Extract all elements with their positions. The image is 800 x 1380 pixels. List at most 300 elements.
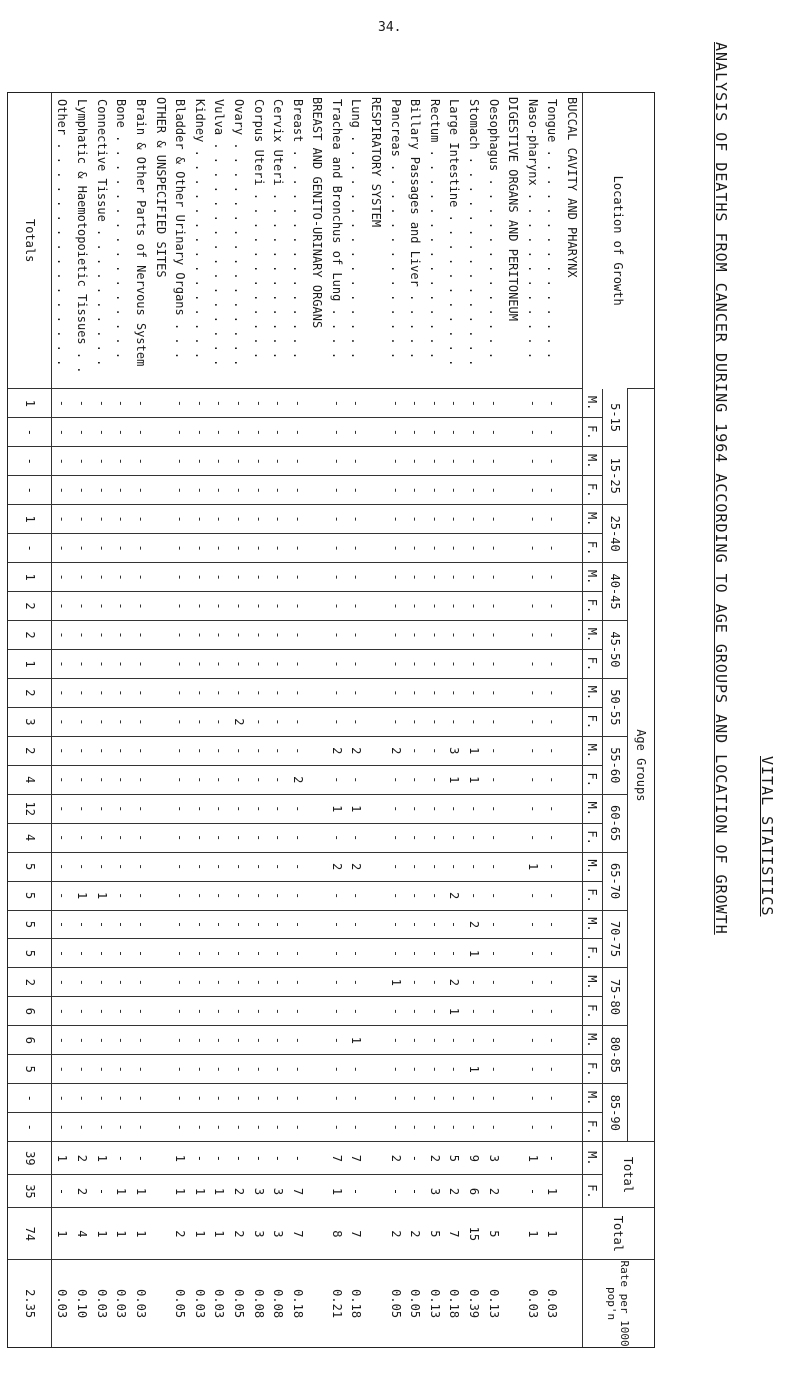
age-cell: - xyxy=(190,997,210,1026)
total-m-cell: - xyxy=(268,1142,288,1175)
age-cell: - xyxy=(523,707,543,736)
age-cell: - xyxy=(52,910,72,939)
age-cell: - xyxy=(268,447,288,476)
age-cell: - xyxy=(229,476,249,505)
age-cell: - xyxy=(327,563,347,592)
age-cell: - xyxy=(52,823,72,852)
age-cell: - xyxy=(543,968,563,997)
age-cell: - xyxy=(249,447,269,476)
age-cell: - xyxy=(72,736,92,765)
sex-m-header: M. xyxy=(583,1026,603,1055)
age-cell: - xyxy=(52,592,72,621)
age-cell: - xyxy=(72,1055,92,1084)
age-cell: - xyxy=(170,678,190,707)
sex-f-header: F. xyxy=(583,997,603,1026)
sex-f-header: F. xyxy=(583,1055,603,1084)
age-cell: - xyxy=(92,592,112,621)
total-m-cell: 3 xyxy=(484,1142,504,1175)
age-cell: - xyxy=(543,794,563,823)
age-cell: - xyxy=(268,534,288,563)
location-label: Bone . . . . . . . . . . . . . . . . xyxy=(114,99,129,360)
age-cell: - xyxy=(52,563,72,592)
empty-cell xyxy=(366,678,386,707)
table-row xyxy=(484,93,504,1347)
age-cell: - xyxy=(210,910,230,939)
age-cell: - xyxy=(92,997,112,1026)
empty-cell xyxy=(366,852,386,881)
age-cell: - xyxy=(72,447,92,476)
rate-cell: 0.05 xyxy=(170,1260,190,1347)
age-cell: - xyxy=(386,1055,406,1084)
empty-cell xyxy=(308,881,328,910)
page-number: 34. xyxy=(378,20,402,35)
age-cell: - xyxy=(425,707,445,736)
empty-cell xyxy=(151,736,171,765)
totals-age-cell: 5 xyxy=(8,939,52,968)
age-cell: - xyxy=(72,476,92,505)
age-cell: - xyxy=(445,534,465,563)
age-cell: - xyxy=(327,476,347,505)
total-m-cell: - xyxy=(288,1142,308,1175)
age-cell: - xyxy=(484,505,504,534)
age-cell: - xyxy=(543,1055,563,1084)
age-cell: - xyxy=(170,736,190,765)
empty-cell xyxy=(503,736,523,765)
age-cell: - xyxy=(327,592,347,621)
age-cell: - xyxy=(523,534,543,563)
age-cell: - xyxy=(386,1026,406,1055)
empty-cell xyxy=(503,1260,523,1347)
empty-cell xyxy=(308,1142,328,1175)
age-cell: - xyxy=(268,852,288,881)
age-cell: - xyxy=(170,447,190,476)
sex-m-header: M. xyxy=(583,389,603,418)
age-cell: - xyxy=(425,678,445,707)
age-cell: - xyxy=(52,765,72,794)
age-cell: - xyxy=(386,794,406,823)
age-cell: - xyxy=(170,649,190,678)
age-cell: - xyxy=(131,621,151,650)
total-f-cell: - xyxy=(52,1175,72,1208)
empty-cell xyxy=(503,418,523,447)
empty-cell xyxy=(562,881,582,910)
age-cell: - xyxy=(249,910,269,939)
age-cell: - xyxy=(347,765,367,794)
age-cell: - xyxy=(249,823,269,852)
age-cell: - xyxy=(464,852,484,881)
age-cell: - xyxy=(347,418,367,447)
age-cell: - xyxy=(249,852,269,881)
totals-age-cell: - xyxy=(8,1113,52,1142)
age-cell: - xyxy=(405,678,425,707)
age-cell: - xyxy=(112,1084,132,1113)
totals-age-cell: 12 xyxy=(8,794,52,823)
empty-cell xyxy=(366,997,386,1026)
age-cell: - xyxy=(268,794,288,823)
age-cell: - xyxy=(347,1113,367,1142)
age-cell: - xyxy=(523,910,543,939)
location-label: Stomach . . . . . . . . . . . . . . . xyxy=(467,99,482,367)
totals-age-cell: 6 xyxy=(8,1026,52,1055)
age-range-70-75: 70-75 xyxy=(603,910,628,968)
age-cell: - xyxy=(405,447,425,476)
age-cell: - xyxy=(210,389,230,418)
age-cell: - xyxy=(347,939,367,968)
empty-cell xyxy=(151,447,171,476)
age-cell: - xyxy=(52,476,72,505)
age-cell: - xyxy=(268,765,288,794)
age-cell: - xyxy=(92,418,112,447)
age-cell: - xyxy=(425,389,445,418)
age-range-40-45: 40-45 xyxy=(603,563,628,621)
age-cell: - xyxy=(288,1084,308,1113)
empty-cell xyxy=(562,505,582,534)
rate-cell: 0.03 xyxy=(543,1260,563,1347)
age-cell: - xyxy=(210,505,230,534)
age-cell: - xyxy=(523,621,543,650)
age-cell: - xyxy=(112,1026,132,1055)
age-cell: - xyxy=(52,447,72,476)
total-m-cell: 1 xyxy=(52,1142,72,1175)
empty-cell xyxy=(503,563,523,592)
age-cell: - xyxy=(464,505,484,534)
age-cell: - xyxy=(268,1026,288,1055)
age-cell: - xyxy=(131,968,151,997)
age-cell: - xyxy=(288,852,308,881)
empty-cell xyxy=(562,823,582,852)
age-cell: - xyxy=(288,1113,308,1142)
empty-cell xyxy=(151,621,171,650)
sex-m-header: M. xyxy=(583,794,603,823)
total-cell: 5 xyxy=(425,1208,445,1260)
table-row xyxy=(347,93,367,1347)
age-cell: - xyxy=(464,707,484,736)
age-cell: - xyxy=(210,881,230,910)
empty-cell xyxy=(562,1026,582,1055)
age-cell: - xyxy=(288,678,308,707)
age-cell: - xyxy=(131,852,151,881)
totals-age-cell: - xyxy=(8,418,52,447)
totals-age-cell: - xyxy=(8,1084,52,1113)
age-cell: - xyxy=(92,794,112,823)
age-cell: - xyxy=(229,852,249,881)
empty-cell xyxy=(366,881,386,910)
age-cell: - xyxy=(288,649,308,678)
total-cell: 2 xyxy=(386,1208,406,1260)
data-table xyxy=(8,93,654,1347)
age-cell: - xyxy=(112,765,132,794)
empty-cell xyxy=(308,447,328,476)
age-cell: - xyxy=(464,389,484,418)
age-cell: - xyxy=(210,1026,230,1055)
cancer-deaths-table xyxy=(7,92,655,1348)
age-cell: - xyxy=(543,997,563,1026)
empty-cell xyxy=(308,1208,328,1260)
empty-cell xyxy=(151,794,171,823)
age-cell: 2 xyxy=(386,736,406,765)
table-row xyxy=(210,93,230,1347)
age-cell: - xyxy=(52,678,72,707)
location-label: Kidney . . . . . . . . . . . . . . . xyxy=(192,99,207,360)
age-cell: - xyxy=(523,939,543,968)
age-cell: - xyxy=(249,794,269,823)
age-cell: - xyxy=(190,968,210,997)
table-row xyxy=(464,93,484,1347)
age-cell: - xyxy=(112,592,132,621)
age-cell: - xyxy=(72,823,92,852)
age-cell: - xyxy=(131,447,151,476)
age-cell: - xyxy=(543,881,563,910)
age-cell: - xyxy=(386,852,406,881)
age-cell: - xyxy=(445,823,465,852)
age-cell: - xyxy=(52,736,72,765)
age-cell: - xyxy=(112,418,132,447)
total-f-cell: - xyxy=(523,1175,543,1208)
age-cell: - xyxy=(405,765,425,794)
total-f-header: F. xyxy=(583,1175,603,1208)
age-cell: - xyxy=(52,1084,72,1113)
total-m-cell: 1 xyxy=(523,1142,543,1175)
age-cell: - xyxy=(170,563,190,592)
age-cell: - xyxy=(386,649,406,678)
empty-cell xyxy=(503,707,523,736)
total-cell: 1 xyxy=(523,1208,543,1260)
age-cell: - xyxy=(170,765,190,794)
age-cell: - xyxy=(190,1113,210,1142)
rate-cell: 0.03 xyxy=(52,1260,72,1347)
age-cell: - xyxy=(72,563,92,592)
empty-cell xyxy=(151,707,171,736)
empty-cell xyxy=(151,910,171,939)
section-row xyxy=(562,93,582,1347)
age-cell: - xyxy=(543,649,563,678)
location-label: Tongue . . . . . . . . . . . . . . . xyxy=(545,99,560,360)
age-range-15-25: 15-25 xyxy=(603,447,628,505)
age-cell: - xyxy=(386,707,406,736)
age-cell: - xyxy=(229,534,249,563)
empty-cell xyxy=(503,505,523,534)
age-cell: - xyxy=(170,592,190,621)
empty-cell xyxy=(151,765,171,794)
empty-cell xyxy=(562,1175,582,1208)
age-cell: - xyxy=(229,765,249,794)
empty-cell xyxy=(366,707,386,736)
age-cell: - xyxy=(543,1084,563,1113)
age-cell: - xyxy=(229,939,249,968)
age-cell: - xyxy=(386,621,406,650)
age-cell: - xyxy=(92,736,112,765)
age-cell: - xyxy=(405,910,425,939)
table-row xyxy=(92,93,112,1347)
totals-age-cell: 5 xyxy=(8,852,52,881)
total-f-cell: 2 xyxy=(229,1175,249,1208)
age-cell: - xyxy=(543,563,563,592)
age-cell: - xyxy=(464,563,484,592)
empty-cell xyxy=(562,968,582,997)
age-cell: - xyxy=(288,794,308,823)
age-cell: - xyxy=(288,968,308,997)
age-cell: 2 xyxy=(288,765,308,794)
age-cell: - xyxy=(92,447,112,476)
empty-cell xyxy=(562,649,582,678)
rate-cell: 0.13 xyxy=(425,1260,445,1347)
empty-cell xyxy=(151,389,171,418)
age-cell: - xyxy=(405,1055,425,1084)
total-m-cell: - xyxy=(190,1142,210,1175)
age-cell: - xyxy=(72,649,92,678)
rate-cell: 0.05 xyxy=(386,1260,406,1347)
total-cell: 5 xyxy=(484,1208,504,1260)
empty-cell xyxy=(151,1113,171,1142)
age-cell: - xyxy=(249,1026,269,1055)
totals-row xyxy=(8,93,52,1347)
age-cell: 1 xyxy=(72,881,92,910)
sex-f-header: F. xyxy=(583,418,603,447)
totals-age-cell: - xyxy=(8,476,52,505)
age-cell: - xyxy=(445,621,465,650)
age-cell: - xyxy=(190,621,210,650)
age-cell: - xyxy=(210,823,230,852)
age-cell: - xyxy=(543,823,563,852)
total-m-cell: - xyxy=(249,1142,269,1175)
empty-cell xyxy=(366,418,386,447)
sex-m-header: M. xyxy=(583,852,603,881)
age-cell: - xyxy=(327,968,347,997)
rate-cell: 0.18 xyxy=(288,1260,308,1347)
empty-cell xyxy=(151,476,171,505)
age-cell: - xyxy=(72,1113,92,1142)
age-cell: - xyxy=(249,968,269,997)
total-cell: 1 xyxy=(190,1208,210,1260)
age-cell: - xyxy=(464,823,484,852)
empty-cell xyxy=(308,1055,328,1084)
age-cell: - xyxy=(288,621,308,650)
age-cell: - xyxy=(405,823,425,852)
location-label: Brain & Other Parts of Nervous System xyxy=(133,99,148,367)
totals-rate-cell: 2.35 xyxy=(8,1260,52,1347)
age-cell: - xyxy=(386,534,406,563)
rate-cell: 0.03 xyxy=(112,1260,132,1347)
total-f-cell: 6 xyxy=(464,1175,484,1208)
empty-cell xyxy=(151,1026,171,1055)
age-cell: - xyxy=(405,1113,425,1142)
empty-cell xyxy=(366,649,386,678)
age-cell: - xyxy=(386,939,406,968)
age-range-65-70: 65-70 xyxy=(603,852,628,910)
table-body xyxy=(8,93,583,1347)
age-cell: - xyxy=(229,1055,249,1084)
age-cell: - xyxy=(210,736,230,765)
age-cell: - xyxy=(268,823,288,852)
age-cell: - xyxy=(249,389,269,418)
age-cell: - xyxy=(288,476,308,505)
location-label: Other . . . . . . . . . . . . . . . . xyxy=(55,99,70,367)
age-cell: - xyxy=(268,621,288,650)
total-cell: 3 xyxy=(268,1208,288,1260)
age-cell: - xyxy=(327,1113,347,1142)
empty-cell xyxy=(366,939,386,968)
empty-cell xyxy=(366,736,386,765)
age-cell: - xyxy=(543,736,563,765)
age-cell: - xyxy=(523,968,543,997)
age-cell: - xyxy=(288,447,308,476)
age-cell: - xyxy=(386,765,406,794)
empty-cell xyxy=(308,621,328,650)
age-cell: 1 xyxy=(445,765,465,794)
total-m-cell: - xyxy=(405,1142,425,1175)
age-cell: - xyxy=(405,997,425,1026)
empty-cell xyxy=(151,1260,171,1347)
age-cell: - xyxy=(484,1113,504,1142)
age-cell: - xyxy=(425,505,445,534)
table-row xyxy=(425,93,445,1347)
sex-m-header: M. xyxy=(583,447,603,476)
age-cell: - xyxy=(268,649,288,678)
age-cell: 2 xyxy=(445,968,465,997)
rate-cell: 0.05 xyxy=(229,1260,249,1347)
location-label: Billary Passages and Liver . . . . . xyxy=(408,99,423,360)
empty-cell xyxy=(562,563,582,592)
age-cell: - xyxy=(249,678,269,707)
empty-cell xyxy=(503,1084,523,1113)
empty-cell xyxy=(366,534,386,563)
empty-cell xyxy=(503,592,523,621)
empty-cell xyxy=(308,649,328,678)
age-cell: - xyxy=(464,534,484,563)
age-cell: - xyxy=(484,389,504,418)
age-cell: - xyxy=(190,649,210,678)
rate-header: Rate per 1000 pop'n xyxy=(583,1260,655,1347)
age-cell: - xyxy=(170,823,190,852)
location-label: Vulva . . . . . . . . . . . . . . . . xyxy=(212,99,227,367)
age-cell: - xyxy=(210,418,230,447)
age-cell: - xyxy=(386,881,406,910)
empty-cell xyxy=(308,1113,328,1142)
sex-f-header: F. xyxy=(583,649,603,678)
age-cell: - xyxy=(347,707,367,736)
rate-cell: 0.08 xyxy=(249,1260,269,1347)
age-cell: - xyxy=(229,447,249,476)
age-cell: - xyxy=(425,649,445,678)
age-cell: - xyxy=(523,1113,543,1142)
age-cell: - xyxy=(386,1084,406,1113)
empty-cell xyxy=(151,852,171,881)
age-cell: - xyxy=(347,881,367,910)
age-cell: - xyxy=(484,418,504,447)
table-row xyxy=(523,93,543,1347)
age-cell: - xyxy=(92,1084,112,1113)
total-f-cell: 1 xyxy=(190,1175,210,1208)
age-cell: - xyxy=(445,447,465,476)
totals-age-cell: 1 xyxy=(8,389,52,418)
age-cell: - xyxy=(445,389,465,418)
empty-cell xyxy=(151,1084,171,1113)
age-cell: - xyxy=(268,1055,288,1084)
age-cell: - xyxy=(52,1055,72,1084)
age-cell: - xyxy=(112,910,132,939)
age-cell: - xyxy=(131,563,151,592)
age-cell: - xyxy=(52,621,72,650)
age-cell: - xyxy=(190,476,210,505)
age-cell: - xyxy=(249,505,269,534)
age-cell: - xyxy=(484,910,504,939)
age-cell: - xyxy=(288,563,308,592)
age-cell: - xyxy=(170,476,190,505)
age-cell: - xyxy=(112,997,132,1026)
table-row xyxy=(52,93,72,1347)
age-cell: 1 xyxy=(464,1055,484,1084)
age-cell: - xyxy=(229,997,249,1026)
